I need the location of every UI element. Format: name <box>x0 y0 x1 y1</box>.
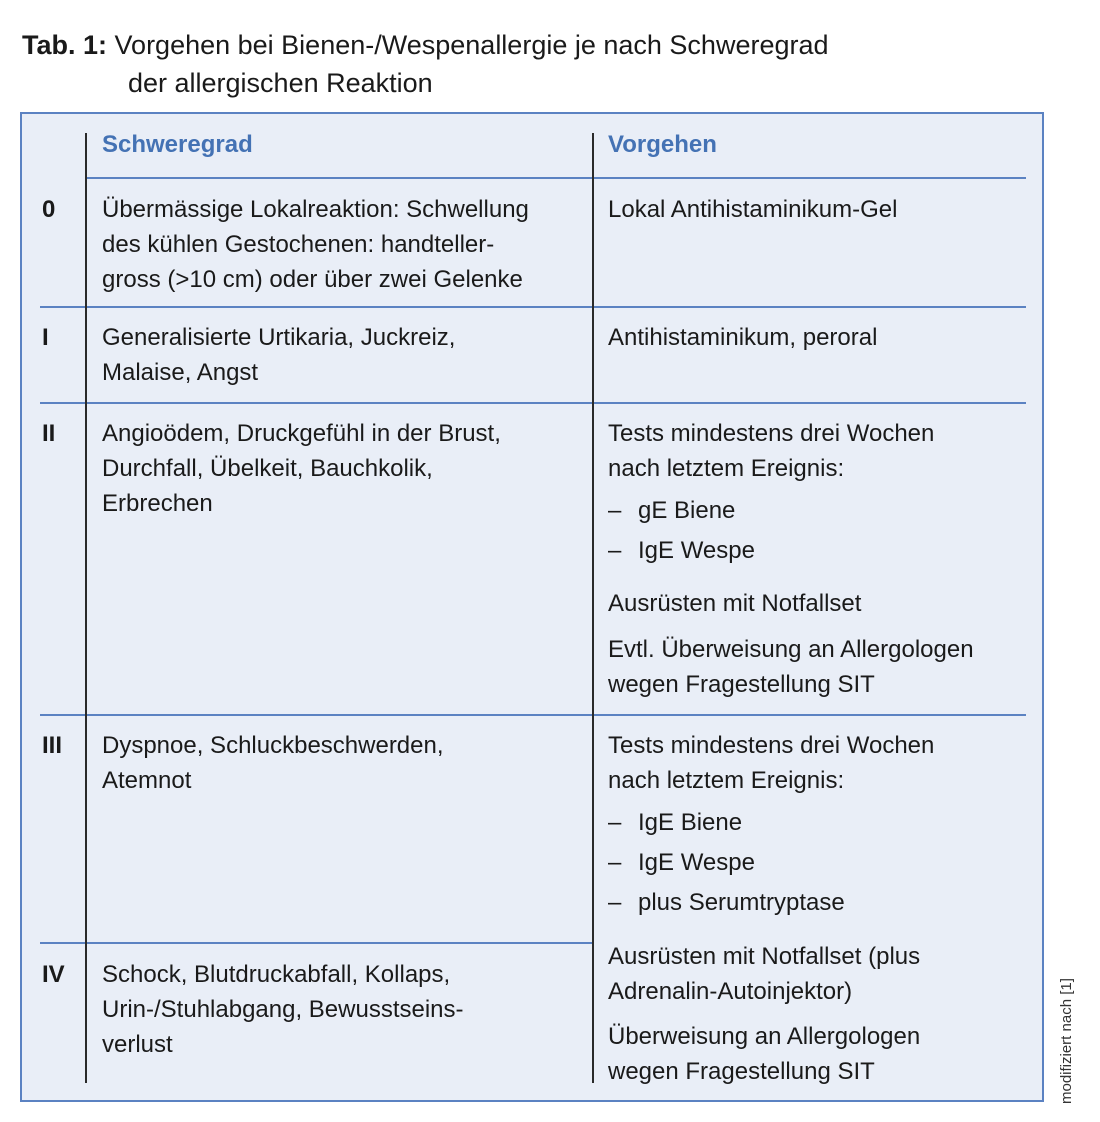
row-divider <box>40 306 1026 308</box>
caption-label: Tab. 1: <box>22 30 108 60</box>
list-item: – IgE Wespe <box>608 849 755 876</box>
grade-IV: IV <box>42 961 65 988</box>
action-II-intro: Tests mindestens drei Wochen nach letztem Ereignis: <box>608 420 935 482</box>
row-divider <box>86 177 1026 179</box>
severity-III: Dyspnoe, Schluckbeschwerden, Atemnot <box>102 732 444 794</box>
severity-IV: Schock, Blutdruckabfall, Kollaps, Urin-/Stuhlabgang, Bewusstseins- verlust <box>102 961 464 1058</box>
row-divider <box>40 714 1026 716</box>
row-divider <box>40 942 592 944</box>
caption-line-2: der allergischen Reaktion <box>128 68 433 98</box>
action-II-bullets <box>608 491 755 571</box>
column-divider-2 <box>592 133 594 1083</box>
table-caption <box>22 26 1042 102</box>
list-item: – IgE Wespe <box>608 537 755 564</box>
action-III-IV-p2: Überweisung an Allergologen wegen Fragestellung SIT <box>608 1023 921 1085</box>
grade-0: 0 <box>42 196 56 223</box>
list-item: – plus Serumtryptase <box>608 889 845 916</box>
row-divider <box>40 402 1026 404</box>
severity-II: Angioödem, Druckgefühl in der Brust, Durchfall, Übelkeit, Bauchkolik, Erbrechen <box>102 420 501 517</box>
column-divider-1 <box>85 133 87 1083</box>
action-III-IV-p1: Ausrüsten mit Notfallset (plus Adrenalin-Autoinjektor) <box>608 943 921 1005</box>
action-0: Lokal Antihistaminikum-Gel <box>608 196 898 223</box>
action-II-outro-1: Ausrüsten mit Notfallset <box>608 590 862 617</box>
severity-I: Generalisierte Urtikaria, Juckreiz, Malaise, Angst <box>102 324 456 386</box>
source-note: modifiziert nach [1] <box>1058 978 1075 1104</box>
grade-I: I <box>42 324 49 351</box>
header-action: Vorgehen <box>608 131 717 158</box>
action-II-outro-2: Evtl. Überweisung an Allergologen wegen Fragestellung SIT <box>608 636 974 698</box>
action-III-intro: Tests mindestens drei Wochen nach letztem Ereignis: <box>608 732 935 794</box>
header-severity: Schweregrad <box>102 131 253 158</box>
caption-line-1: Vorgehen bei Bienen-/Wespenallergie je nach Schweregrad <box>114 30 829 60</box>
grade-III: III <box>42 732 63 759</box>
action-III-bullets <box>608 803 845 923</box>
severity-0: Übermässige Lokalreaktion: Schwellung des kühlen Gestochenen: handteller- gross (>10 cm) oder über zwei Gelenke <box>102 196 529 293</box>
grade-II: II <box>42 420 56 447</box>
list-item: – IgE Biene <box>608 809 743 836</box>
action-I: Antihistaminikum, peroral <box>608 324 878 351</box>
list-item: – gE Biene <box>608 497 736 524</box>
